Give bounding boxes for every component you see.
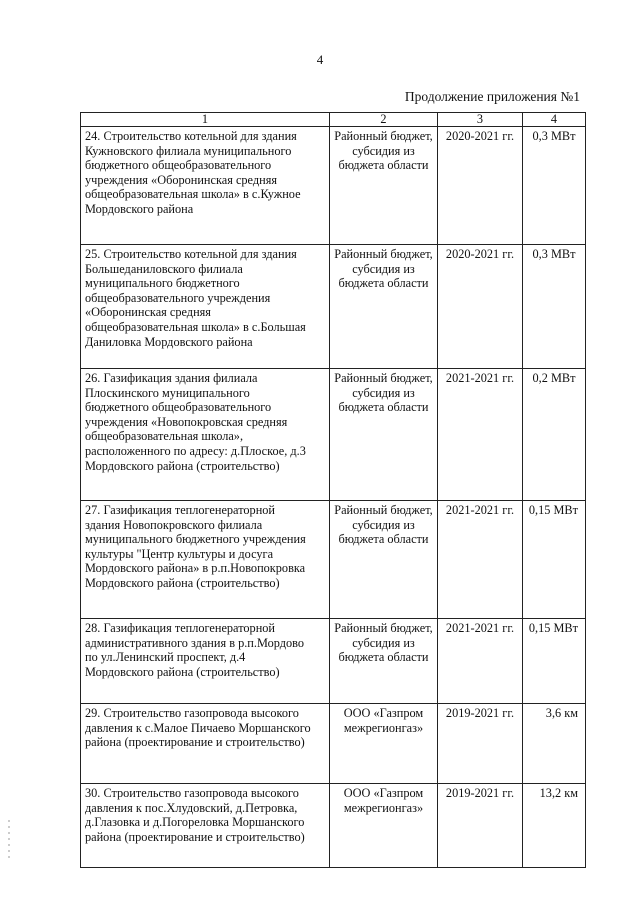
project-name-cell xyxy=(81,127,330,245)
project-name-line: общеобразовательная школа» в с.Кужное xyxy=(85,187,301,202)
table-row xyxy=(81,245,586,369)
table-header-row xyxy=(81,113,586,127)
period-cell: 2020-2021 гг. xyxy=(438,245,523,369)
funding-source-line: субсидия из xyxy=(352,385,415,400)
project-name-line: 25. Строительство котельной для здания xyxy=(85,247,297,261)
funding-source-line: бюджета области xyxy=(338,158,429,173)
funding-source-cell xyxy=(330,784,438,868)
project-name-line: учреждения «Новопокровская средняя xyxy=(85,414,288,429)
project-name-line: 27. Газификация теплогенераторной xyxy=(85,503,276,517)
funding-source-cell xyxy=(330,369,438,501)
project-name-line: 26. Газификация здания филиала xyxy=(85,371,258,385)
funding-source-cell xyxy=(330,245,438,369)
funding-source-line: субсидия из xyxy=(352,635,415,650)
header-col-2: 2 xyxy=(330,113,438,127)
project-name-line: по ул.Ленинский проспект, д.4 xyxy=(85,650,246,665)
period-cell: 2021-2021 гг. xyxy=(438,501,523,619)
funding-source-line: субсидия из xyxy=(352,517,415,532)
table-row xyxy=(81,501,586,619)
capacity-cell: 0,3 МВт xyxy=(523,127,586,245)
projects-table xyxy=(80,112,586,868)
project-name-line: Мордовского района xyxy=(85,201,194,216)
capacity-cell: 0,15 МВт xyxy=(523,501,586,619)
table-row xyxy=(81,704,586,784)
project-name-cell xyxy=(81,704,330,784)
project-name-line: расположенного по адресу: д.Плоское, д.3 xyxy=(85,443,306,458)
project-name-line: 29. Строительство газопровода высокого xyxy=(85,706,299,720)
header-col-1: 1 xyxy=(81,113,330,127)
funding-source-cell xyxy=(330,619,438,704)
header-col-4: 4 xyxy=(523,113,586,127)
funding-source-line: Районный бюджет, xyxy=(334,247,433,261)
project-name-line: Мордовского района (строительство) xyxy=(85,664,280,679)
project-name-cell xyxy=(81,501,330,619)
project-name-line: «Оборонинская средняя xyxy=(85,305,211,320)
capacity-cell: 0,15 МВт xyxy=(523,619,586,704)
project-name-line: культуры "Центр культуры и досуга xyxy=(85,546,274,561)
project-name-line: 28. Газификация теплогенераторной xyxy=(85,621,276,635)
project-name-line: Мордовского района» в р.п.Новопокровка xyxy=(85,561,306,576)
project-name-line: района (проектирование и строительство) xyxy=(85,829,305,844)
funding-source-line: Районный бюджет, xyxy=(334,371,433,385)
funding-source-line: бюджета области xyxy=(338,532,429,547)
funding-source-line: межрегионгаз» xyxy=(343,720,424,735)
period-cell: 2019-2021 гг. xyxy=(438,784,523,868)
project-name-line: бюджетного общеобразовательного xyxy=(85,158,272,173)
project-name-line: Мордовского района (строительство) xyxy=(85,458,280,473)
funding-source-line: Районный бюджет, xyxy=(334,129,433,143)
header-col-3: 3 xyxy=(438,113,523,127)
project-name-line: 24. Строительство котельной для здания xyxy=(85,129,297,143)
project-name-line: давления к с.Малое Пичаево Моршанского xyxy=(85,720,311,735)
funding-source-cell xyxy=(330,704,438,784)
funding-source-line: бюджета области xyxy=(338,276,429,291)
period-cell: 2021-2021 гг. xyxy=(438,369,523,501)
project-name-cell xyxy=(81,784,330,868)
table-row xyxy=(81,127,586,245)
project-name-line: Большеданиловского филиала xyxy=(85,261,243,276)
project-name-line: муниципального бюджетного xyxy=(85,276,240,291)
project-name-line: здания Новопокровского филиала xyxy=(85,517,263,532)
period-cell: 2021-2021 гг. xyxy=(438,619,523,704)
project-name-line: района (проектирование и строительство) xyxy=(85,735,305,750)
project-name-line: муниципального бюджетного учреждения xyxy=(85,532,306,547)
funding-source-line: ООО «Газпром xyxy=(343,786,424,800)
capacity-cell: 3,6 км xyxy=(523,704,586,784)
project-name-cell xyxy=(81,245,330,369)
table-row xyxy=(81,369,586,501)
project-name-line: д.Глазовка и д.Погореловка Моршанского xyxy=(85,815,305,830)
project-name-line: Мордовского района (строительство) xyxy=(85,575,280,590)
project-name-line: общеобразовательного учреждения xyxy=(85,290,271,305)
project-name-line: административного здания в р.п.Мордово xyxy=(85,635,304,650)
funding-source-line: Районный бюджет, xyxy=(334,621,433,635)
funding-source-line: бюджета области xyxy=(338,400,429,415)
capacity-cell: 0,2 МВт xyxy=(523,369,586,501)
project-name-cell xyxy=(81,369,330,501)
capacity-cell: 13,2 км xyxy=(523,784,586,868)
project-name-line: Плоскинского муниципального xyxy=(85,385,250,400)
page-number: 4 xyxy=(316,52,324,67)
project-name-line: общеобразовательная школа» в с.Большая xyxy=(85,319,306,334)
project-name-line: бюджетного общеобразовательного xyxy=(85,400,272,415)
project-name-line: давления к пос.Хлудовский, д.Петровка, xyxy=(85,800,298,815)
project-name-line: Даниловка Мордовского района xyxy=(85,334,253,349)
funding-source-line: Районный бюджет, xyxy=(334,503,433,517)
appendix-continuation-note: Продолжение приложения №1 xyxy=(404,89,580,104)
project-name-line: общеобразовательная школа», xyxy=(85,429,244,444)
scan-artifact xyxy=(8,820,10,860)
period-cell: 2019-2021 гг. xyxy=(438,704,523,784)
project-name-cell xyxy=(81,619,330,704)
project-name-line: Кужновского филиала муниципального xyxy=(85,143,292,158)
funding-source-cell xyxy=(330,127,438,245)
project-name-line: 30. Строительство газопровода высокого xyxy=(85,786,299,800)
capacity-cell: 0,3 МВт xyxy=(523,245,586,369)
funding-source-line: межрегионгаз» xyxy=(343,800,424,815)
funding-source-cell xyxy=(330,501,438,619)
funding-source-line: субсидия из xyxy=(352,261,415,276)
project-name-line: учреждения «Оборонинская средняя xyxy=(85,172,278,187)
funding-source-line: ООО «Газпром xyxy=(343,706,424,720)
period-cell: 2020-2021 гг. xyxy=(438,127,523,245)
table-row xyxy=(81,784,586,868)
funding-source-line: субсидия из xyxy=(352,143,415,158)
funding-source-line: бюджета области xyxy=(338,650,429,665)
table-row xyxy=(81,619,586,704)
